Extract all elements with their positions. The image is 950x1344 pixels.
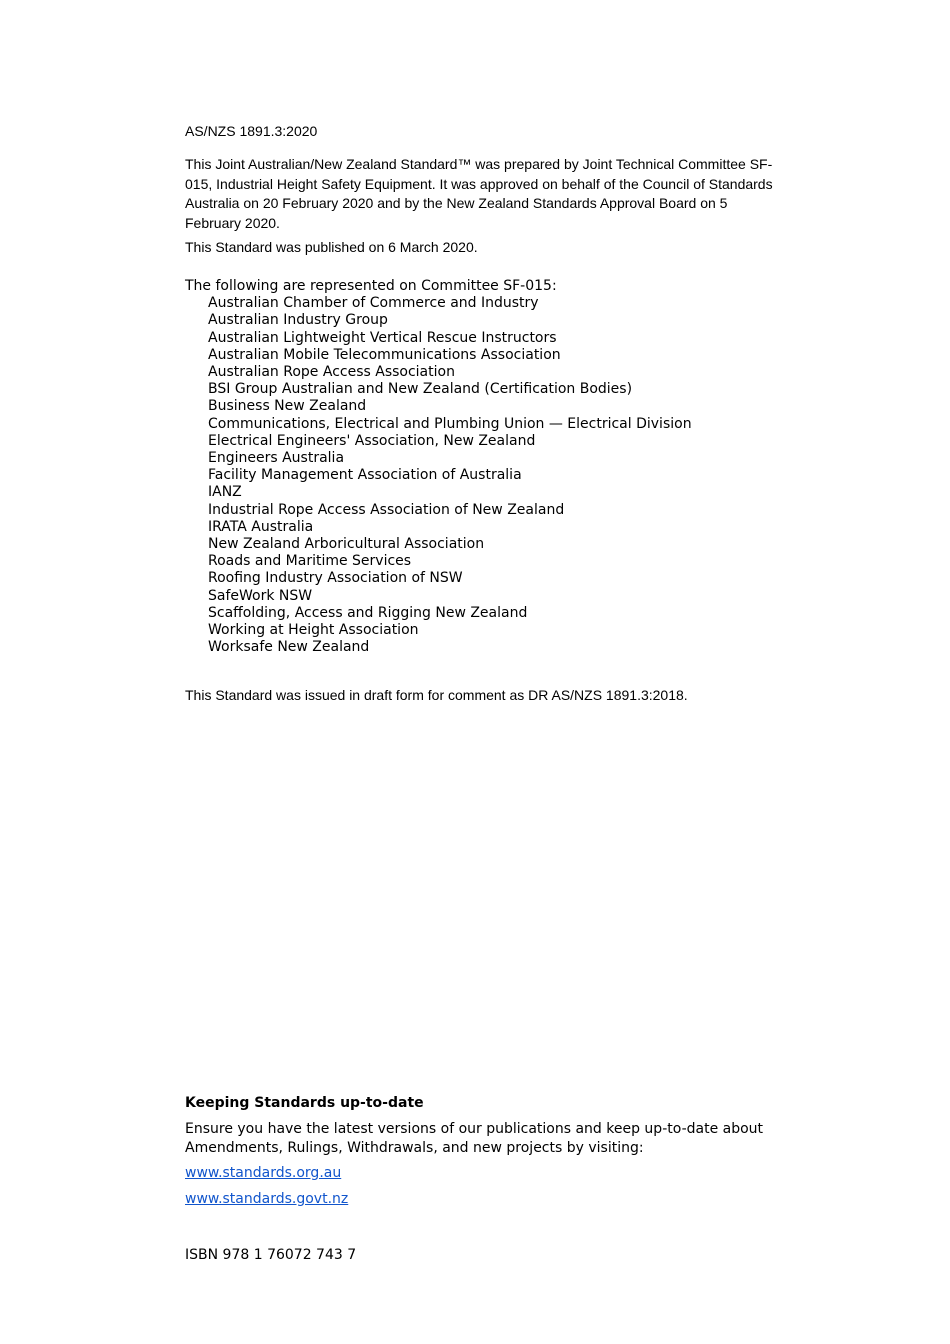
committee-member: Roads and Maritime Services	[208, 553, 412, 570]
standards-nz-link[interactable]: www.standards.govt.nz	[185, 1191, 349, 1207]
committee-member: Working at Height Association	[208, 622, 419, 639]
link-container-au	[185, 1164, 775, 1182]
committee-member: Australian Mobile Telecommunications Association	[208, 346, 561, 363]
draft-line: This Standard was issued in draft form for comment as DR AS/NZS 1891.3:2018.	[185, 687, 688, 703]
committee-member: IRATA Australia	[208, 518, 314, 535]
committee-member: Scaffolding, Access and Rigging New Zealand	[208, 604, 528, 621]
isbn: ISBN 978 1 76072 743 7	[185, 1247, 357, 1263]
document-id: AS/NZS 1891.3:2020	[185, 123, 318, 139]
committee-member-list	[185, 295, 775, 656]
committee-member: Australian Chamber of Commerce and Industry	[208, 295, 539, 312]
committee-member: Australian Lightweight Vertical Rescue Instructors	[208, 329, 557, 346]
committee-member: Communications, Electrical and Plumbing Union — Electrical Division	[208, 415, 692, 432]
committee-member: Roofing Industry Association of NSW	[208, 570, 463, 587]
keeping-paragraph: Ensure you have the latest versions of our publications and keep up-to-date about Amendments, Rulings, Withdrawals, and new projects by visiting:	[185, 1121, 764, 1156]
standards-au-link[interactable]: www.standards.org.au	[185, 1165, 342, 1181]
committee-member: Electrical Engineers' Association, New Zealand	[208, 432, 536, 449]
committee-member: IANZ	[208, 484, 242, 501]
published-line: This Standard was published on 6 March 2020.	[185, 239, 478, 255]
committee-member: Industrial Rope Access Association of New Zealand	[208, 501, 565, 518]
preparation-paragraph: This Joint Australian/New Zealand Standard™ was prepared by Joint Technical Committee SF-015, Industrial Height Safety Equipment. It was approved on behalf of the Council of Standards Australia on 20 February 2020 and by the New Zealand Standards Approval Board on 5 February 2020.	[185, 156, 773, 231]
keeping-heading: Keeping Standards up-to-date	[185, 1095, 424, 1111]
committee-member: Facility Management Association of Australia	[208, 467, 522, 484]
committee-member: BSI Group Australian and New Zealand (Certification Bodies)	[208, 381, 633, 398]
link-container-nz	[185, 1190, 775, 1208]
committee-member: Australian Rope Access Association	[208, 364, 455, 381]
committee-member: New Zealand Arboricultural Association	[208, 536, 485, 553]
committee-member: Worksafe New Zealand	[208, 639, 370, 656]
committee-member: Business New Zealand	[208, 398, 367, 415]
committee-member: Australian Industry Group	[208, 312, 388, 329]
committee-intro: The following are represented on Committee SF-015:	[185, 278, 557, 294]
committee-member: SafeWork NSW	[208, 587, 313, 604]
committee-member: Engineers Australia	[208, 450, 345, 467]
committee-section	[185, 278, 775, 656]
